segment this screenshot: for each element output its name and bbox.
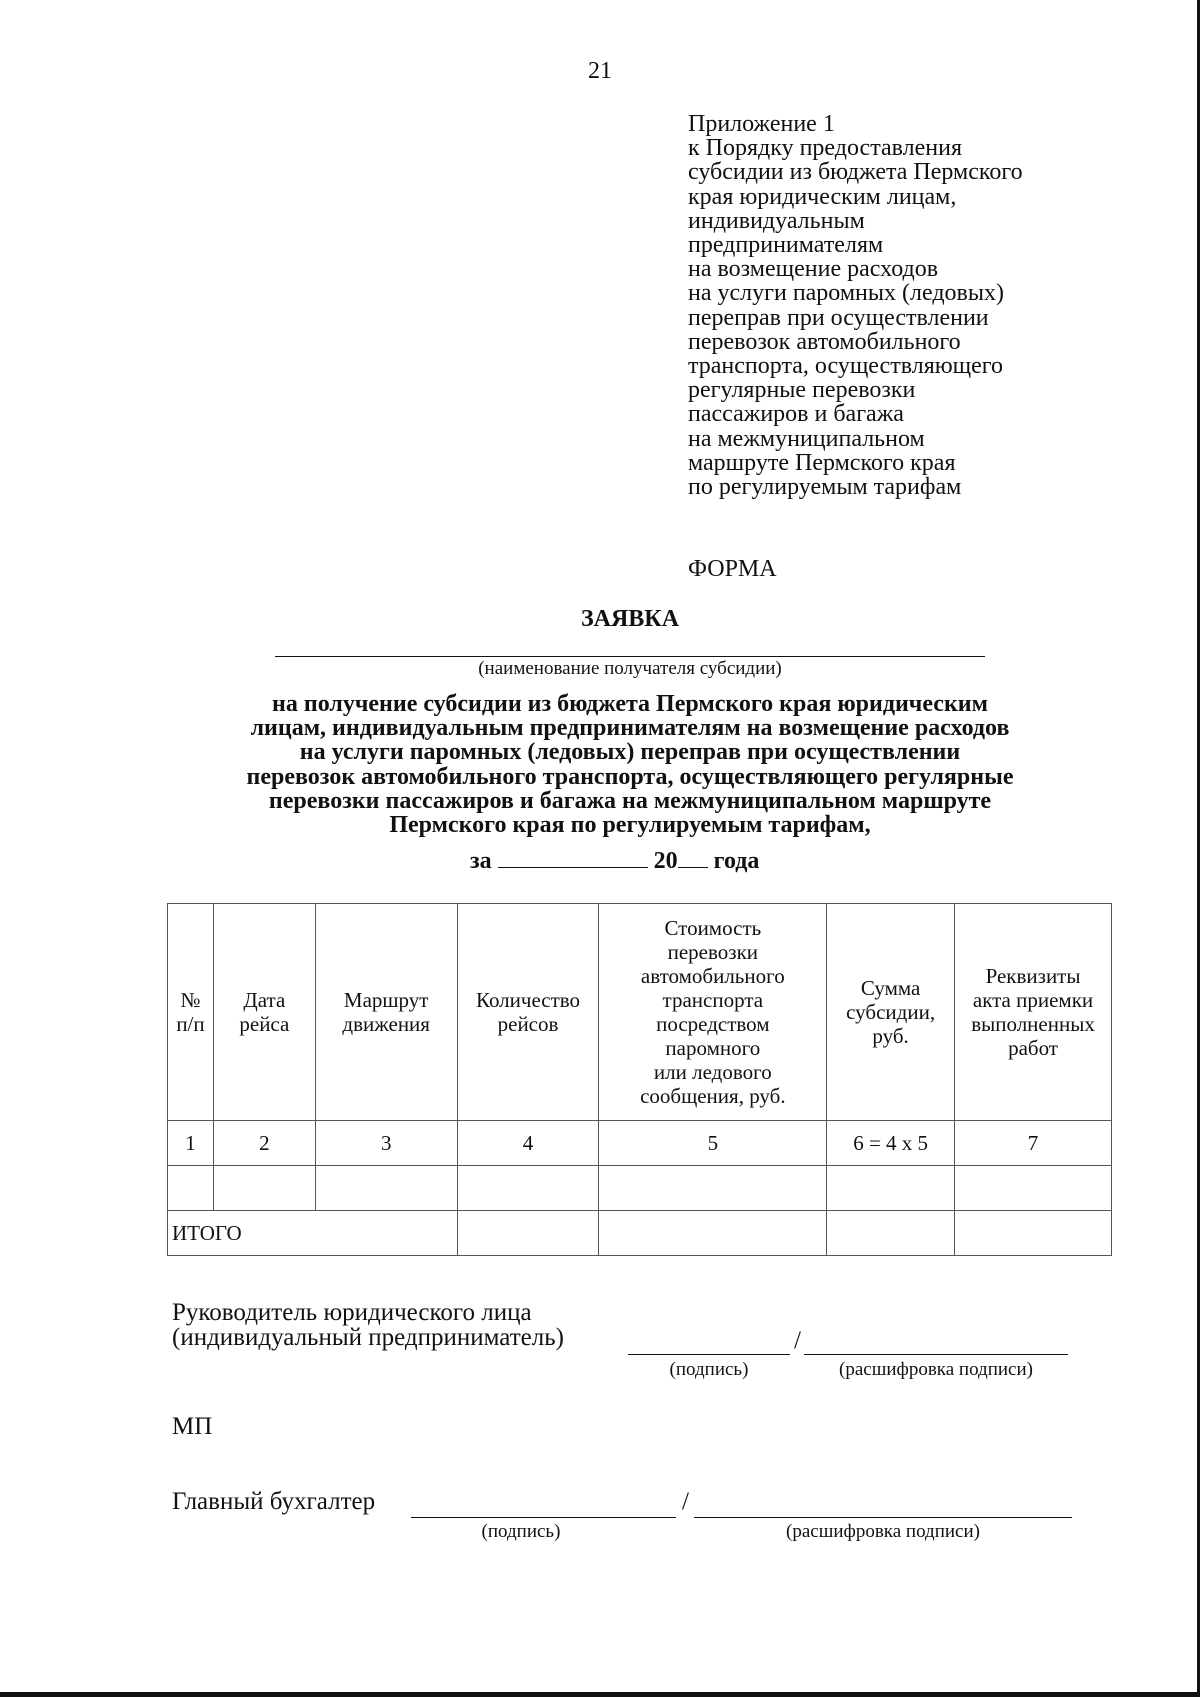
header-text: Реквизиты [985, 964, 1081, 988]
header-text: движения [342, 1012, 430, 1036]
table-cell[interactable] [315, 1166, 457, 1211]
header-text: или ледового [653, 1060, 772, 1084]
subject-line: на получение субсидии из бюджета Пермского края юридическим [272, 691, 988, 717]
document-title: ЗАЯВКА [580, 606, 680, 632]
appendix-header [688, 112, 1128, 499]
total-row [168, 1211, 1112, 1256]
recipient-caption: (наименование получателя субсидии) [478, 658, 782, 679]
accountant-signature-caption: (подпись) [481, 1521, 561, 1542]
header-cell-act-details [955, 904, 1112, 1121]
appendix-line: Приложение 1 [688, 111, 835, 137]
total-cell[interactable] [599, 1211, 827, 1256]
appendix-line: субсидии из бюджета Пермского [688, 159, 1023, 186]
subject-line: на услуги паромных (ледовых) переправ при осуществлении [299, 739, 961, 766]
column-number: 3 [315, 1121, 457, 1166]
period-prefix: за [470, 848, 492, 874]
subject-heading [140, 692, 1120, 837]
appendix-line: по регулируемым тарифам [688, 474, 962, 501]
header-text: субсидии, [846, 1000, 936, 1024]
form-label: ФОРМА [688, 556, 777, 582]
header-text: паромного [665, 1036, 761, 1060]
table-cell[interactable] [168, 1166, 214, 1211]
header-text: сообщения, руб. [640, 1084, 786, 1108]
total-cell[interactable] [827, 1211, 955, 1256]
appendix-line: к Порядку предоставления [688, 135, 963, 162]
appendix-line: края юридическим лицам, [688, 183, 957, 210]
period-month-blank [498, 866, 648, 868]
table-cell[interactable] [457, 1166, 599, 1211]
header-text: п/п [176, 1012, 205, 1036]
period-year-prefix: 20 [653, 848, 678, 874]
appendix-line: на услуги паромных (ледовых) [688, 280, 1004, 307]
column-number: 7 [955, 1121, 1112, 1166]
column-number: 1 [168, 1121, 214, 1166]
head-decode-caption: (расшифровка подписи) [839, 1359, 1033, 1380]
header-text: Стоимость [664, 916, 762, 940]
column-number: 2 [213, 1121, 315, 1166]
head-slash: / [794, 1327, 801, 1354]
accountant-signature-line[interactable] [411, 1517, 676, 1518]
header-text: рейсов [497, 1012, 559, 1036]
accountant-label: Главный бухгалтер [172, 1488, 376, 1515]
table-cell[interactable] [213, 1166, 315, 1211]
period-line [470, 848, 759, 875]
head-signature-line[interactable] [628, 1354, 790, 1355]
column-number: 4 [457, 1121, 599, 1166]
header-text: акта приемки [972, 988, 1094, 1012]
appendix-line: перевозок автомобильного [688, 328, 961, 355]
header-cell-subsidy-sum [827, 904, 955, 1121]
header-text: Сумма [860, 976, 921, 1000]
header-text: Маршрут [343, 988, 429, 1012]
subject-line: перевозок автомобильного транспорта, осуществляющего регулярные [246, 763, 1014, 790]
total-cell[interactable] [955, 1211, 1112, 1256]
table-cell[interactable] [827, 1166, 955, 1211]
header-text: рейса [239, 1012, 290, 1036]
table-row [168, 1166, 1112, 1211]
appendix-line: регулярные перевозки [688, 377, 916, 404]
appendix-line: транспорта, осуществляющего [688, 353, 1004, 380]
header-text: автомобильного [640, 964, 785, 988]
header-text: транспорта [662, 988, 764, 1012]
column-number-row [168, 1121, 1112, 1166]
head-signature-caption: (подпись) [669, 1359, 749, 1380]
header-cell-cost [599, 904, 827, 1121]
subsidy-table [167, 903, 1112, 1256]
header-text: посредством [656, 1012, 770, 1036]
appendix-line: на возмещение расходов [688, 256, 939, 283]
accountant-slash: / [682, 1488, 689, 1515]
subject-line: лицам, индивидуальным предпринимателям на возмещение расходов [250, 715, 1010, 742]
appendix-line: индивидуальным [688, 207, 865, 234]
header-text: перевозки [667, 940, 759, 964]
appendix-line: пассажиров и багажа [688, 401, 904, 428]
period-suffix: года [713, 848, 760, 874]
head-signature-label [172, 1300, 564, 1350]
stamp-placeholder: МП [172, 1413, 213, 1440]
header-cell-trips [457, 904, 599, 1121]
header-cell-date [213, 904, 315, 1121]
head-label-line: Руководитель юридического лица [172, 1299, 532, 1326]
total-label: ИТОГО [168, 1211, 458, 1256]
head-decode-line[interactable] [804, 1354, 1068, 1355]
total-cell[interactable] [457, 1211, 599, 1256]
table-cell[interactable] [955, 1166, 1112, 1211]
accountant-decode-line[interactable] [694, 1517, 1072, 1518]
header-text: Дата [243, 988, 286, 1012]
column-number: 6 = 4 x 5 [827, 1121, 955, 1166]
header-text: работ [1008, 1036, 1058, 1060]
appendix-line: маршруте Пермского края [688, 449, 956, 476]
header-text: № [180, 988, 201, 1012]
accountant-decode-caption: (расшифровка подписи) [786, 1521, 980, 1542]
header-cell-number [168, 904, 214, 1121]
recipient-name-line [275, 656, 985, 657]
table-cell[interactable] [599, 1166, 827, 1211]
header-cell-route [315, 904, 457, 1121]
header-text: руб. [872, 1024, 909, 1048]
period-year-blank [678, 866, 708, 868]
subject-line: перевозки пассажиров и багажа на межмуниципальном маршруте [268, 787, 992, 814]
page-number: 21 [588, 58, 612, 84]
column-number: 5 [599, 1121, 827, 1166]
header-text: Количество [475, 988, 581, 1012]
subject-line: Пермского края по регулируемым тарифам, [389, 812, 871, 839]
appendix-line: переправ при осуществлении [688, 304, 989, 331]
appendix-line: предпринимателям [688, 232, 884, 259]
header-text: выполненных [971, 1012, 1095, 1036]
appendix-line: на межмуниципальном [688, 425, 925, 452]
page-border-bottom [0, 1692, 1200, 1697]
table-header-row [168, 904, 1112, 1121]
head-label-line: (индивидуальный предприниматель) [172, 1324, 564, 1351]
